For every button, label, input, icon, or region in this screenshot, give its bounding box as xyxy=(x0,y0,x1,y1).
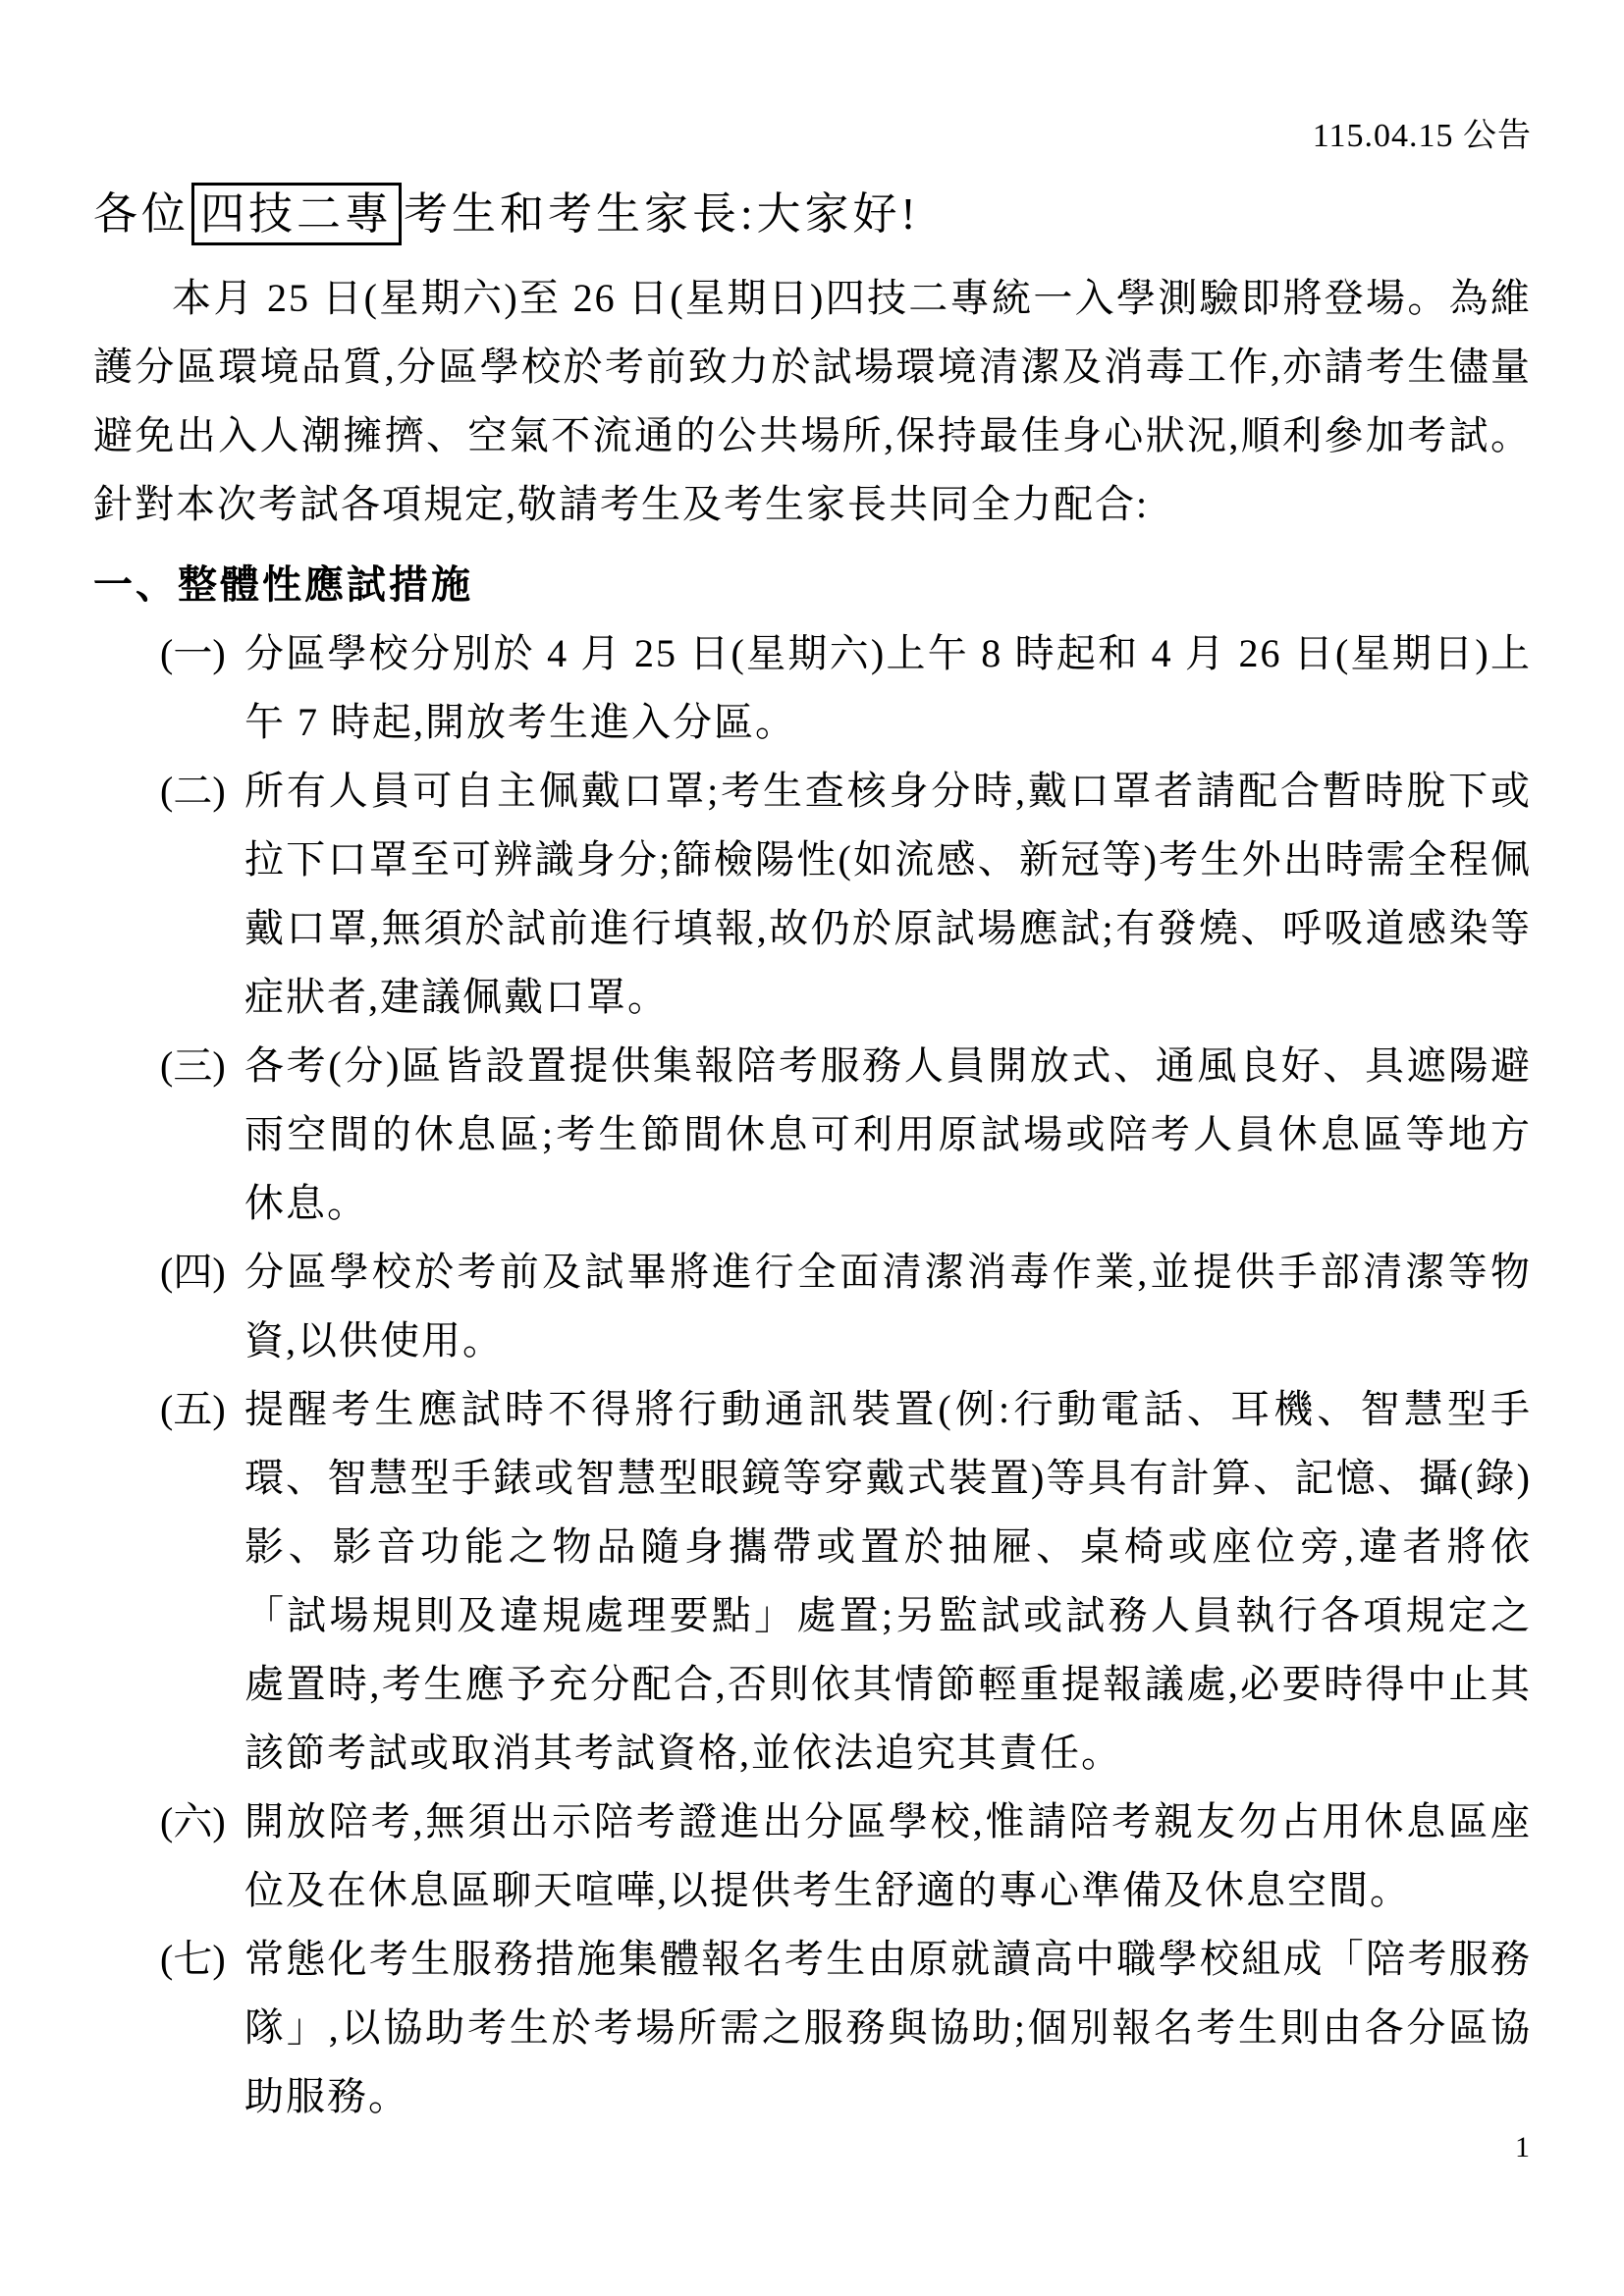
item-text: 各考(分)區皆設置提供集報陪考服務人員開放式、通風良好、具遮陽避雨空間的休息區;考生節間休息可利用原試場或陪考人員休息區等地方休息。 xyxy=(244,1043,1532,1225)
title-suffix: 考生和考生家長:大家好! xyxy=(404,189,920,239)
list-item xyxy=(160,1375,1532,1788)
item-text: 分區學校分別於 4 月 25 日(星期六)上午 8 時起和 4 月 26 日(星期日)上午 7 時起,開放考生進入分區。 xyxy=(244,631,1532,744)
item-label: (一) xyxy=(160,631,226,675)
item-label: (三) xyxy=(160,1043,226,1088)
item-text: 提醒考生應試時不得將行動通訊裝置(例:行動電話、耳機、智慧型手環、智慧型手錶或智慧型眼鏡等穿戴式裝置)等具有計算、記憶、攝(錄)影、影音功能之物品隨身攜帶或置於抽屜、桌椅或座位旁,違者將依「試場規則及違規處理要點」處置;另監試或試務人員執行各項規定之處置時,考生應予充分配合,否則依其情節輕重提報議處,必要時得中止其該節考試或取消其考試資格,並依法追究其責任。 xyxy=(244,1387,1532,1775)
list-item xyxy=(160,1925,1532,2131)
page-number: 1 xyxy=(1515,2131,1530,2163)
item-label: (四) xyxy=(160,1250,226,1294)
title-prefix: 各位 xyxy=(93,189,190,239)
item-label: (二) xyxy=(160,769,226,813)
list-item xyxy=(160,619,1532,757)
list-item xyxy=(160,1788,1532,1925)
item-text: 所有人員可自主佩戴口罩;考生查核身分時,戴口罩者請配合暫時脫下或拉下口罩至可辨識身分;篩檢陽性(如流感、新冠等)考生外出時需全程佩戴口罩,無須於試前進行填報,故仍於原試場應試;有發燒、呼吸道感染等症狀者,建議佩戴口罩。 xyxy=(244,769,1532,1019)
page-title xyxy=(93,180,1532,248)
list-item xyxy=(160,1238,1532,1375)
item-label: (六) xyxy=(160,1799,226,1843)
item-label: (五) xyxy=(160,1387,226,1431)
item-text: 常態化考生服務措施集體報名考生由原就讀高中職學校組成「陪考服務隊」,以協助考生於考場所需之服務與協助;個別報名考生則由各分區協助服務。 xyxy=(244,1937,1532,2118)
list-item xyxy=(160,757,1532,1032)
list-item xyxy=(160,1032,1532,1238)
section-heading: 一、整體性應試措施 xyxy=(93,562,473,607)
item-label: (七) xyxy=(160,1937,226,1981)
item-text: 開放陪考,無須出示陪考證進出分區學校,惟請陪考親友勿占用休息區座位及在休息區聊天喧嘩,以提供考生舒適的專心準備及休息空間。 xyxy=(244,1799,1532,1912)
title-boxed-term: 四技二專 xyxy=(191,183,402,245)
item-text: 分區學校於考前及試畢將進行全面清潔消毒作業,並提供手部清潔等物資,以供使用。 xyxy=(244,1250,1532,1362)
intro-paragraph: 本月 25 日(星期六)至 26 日(星期日)四技二專統一入學測驗即將登場。為維護分區環境品質,分區學校於考前致力於試場環境清潔及消毒工作,亦請考生儘量避免出入人潮擁擠、空氣不流通的公共場所,保持最佳身心狀況,順利參加考試。針對本次考試各項規定,敬請考生及考生家長共同全力配合: xyxy=(93,276,1532,526)
announcement-date: 115.04.15 公告 xyxy=(1312,118,1532,154)
